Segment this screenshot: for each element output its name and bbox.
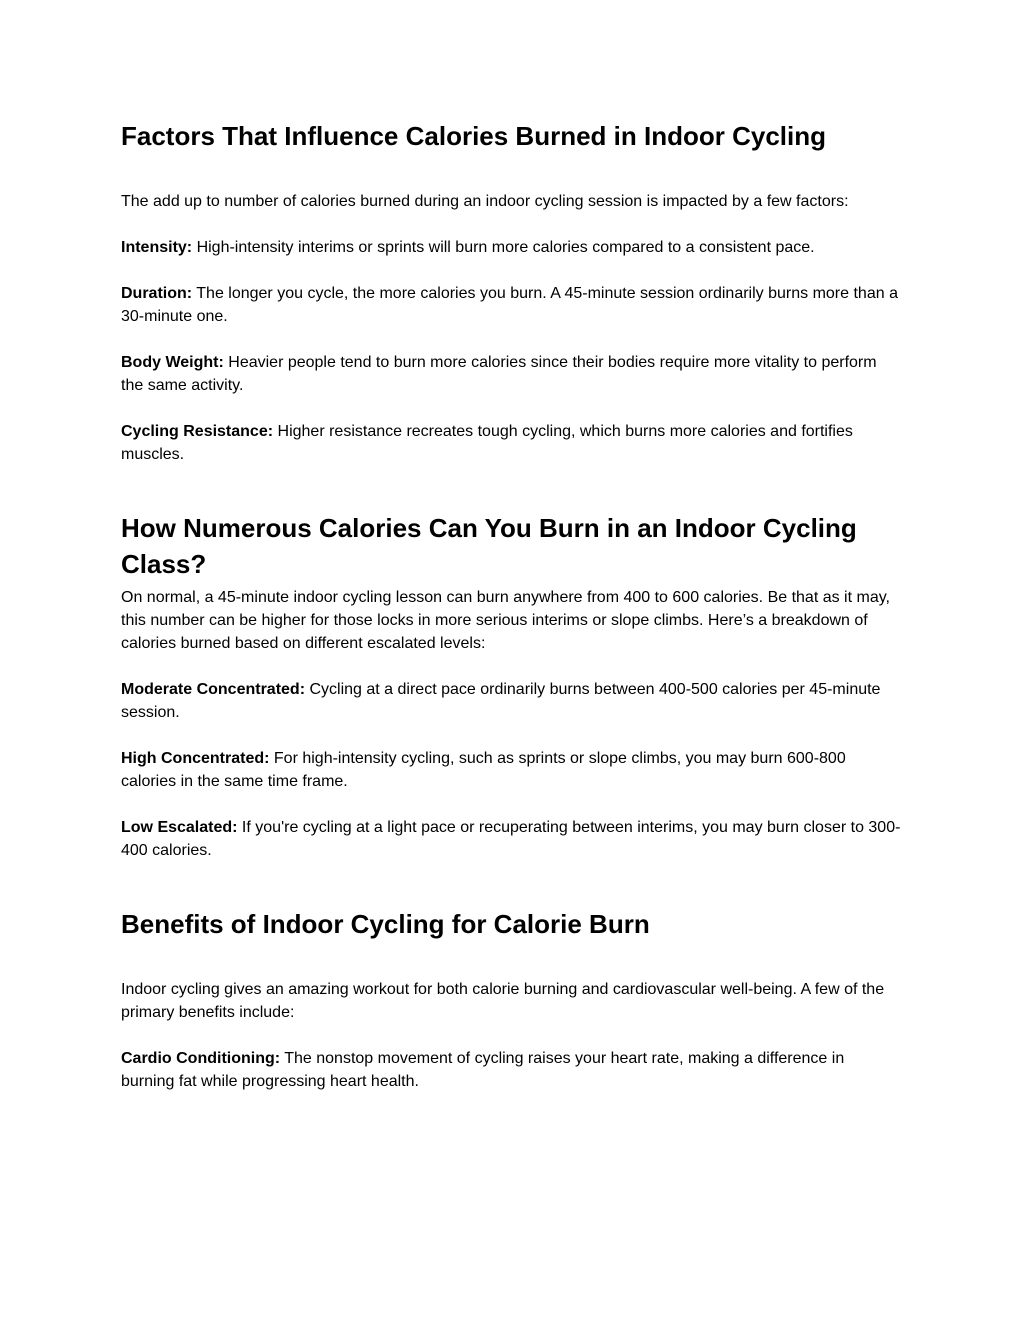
- section-heading: Benefits of Indoor Cycling for Calorie Burn: [121, 909, 650, 939]
- list-item: [121, 678, 901, 724]
- item-text: For high-intensity cycling, such as sprints or slope climbs, you may burn 600-800 calories in the same time frame.: [121, 750, 846, 790]
- list-item: [121, 816, 901, 862]
- section-intro: On normal, a 45-minute indoor cycling lesson can burn anywhere from 400 to 600 calories. Be that as it may, this number can be higher for those locks in more serious interims or slope climbs. Here’s a breakdown of calories burned based on different escalated levels:: [121, 589, 890, 652]
- item-text: If you're cycling at a light pace or recuperating between interims, you may burn closer to 300-400 calories.: [121, 819, 901, 859]
- item-term: Low Escalated:: [121, 819, 238, 836]
- item-text: High-intensity interims or sprints will burn more calories compared to a consistent pace.: [192, 239, 815, 256]
- item-term: Duration:: [121, 285, 193, 302]
- item-term: Intensity:: [121, 239, 193, 256]
- item-term: Cardio Conditioning:: [121, 1050, 281, 1067]
- item-term: Moderate Concentrated:: [121, 681, 306, 698]
- section-benefits: [121, 906, 901, 1093]
- section-intro: Indoor cycling gives an amazing workout for both calorie burning and cardiovascular well-being. A few of the primary benefits include:: [121, 981, 885, 1021]
- item-text: Higher resistance recreates tough cycling, which burns more calories and fortifies muscles.: [121, 423, 853, 463]
- document-page: [121, 118, 901, 1116]
- item-text: The nonstop movement of cycling raises your heart rate, making a difference in burning fat while progressing heart health.: [121, 1050, 845, 1090]
- list-item: [121, 282, 901, 328]
- item-term: High Concentrated:: [121, 750, 270, 767]
- list-item: [121, 236, 901, 259]
- section-factors: [121, 118, 901, 466]
- list-item: [121, 420, 901, 466]
- list-item: [121, 747, 901, 793]
- section-calories-per-class: [121, 510, 901, 862]
- section-heading: Factors That Influence Calories Burned in Indoor Cycling: [121, 121, 826, 151]
- item-term: Body Weight:: [121, 354, 224, 371]
- item-text: Cycling at a direct pace ordinarily burns between 400-500 calories per 45-minute session.: [121, 681, 881, 721]
- item-text: The longer you cycle, the more calories you burn. A 45-minute session ordinarily burns more than a 30-minute one.: [121, 285, 898, 325]
- section-heading: How Numerous Calories Can You Burn in an Indoor Cycling Class?: [121, 513, 857, 579]
- list-item: [121, 1047, 901, 1093]
- list-item: [121, 351, 901, 397]
- item-text: Heavier people tend to burn more calories since their bodies require more vitality to perform the same activity.: [121, 354, 877, 394]
- section-intro: The add up to number of calories burned during an indoor cycling session is impacted by a few factors:: [121, 193, 849, 210]
- item-term: Cycling Resistance:: [121, 423, 274, 440]
